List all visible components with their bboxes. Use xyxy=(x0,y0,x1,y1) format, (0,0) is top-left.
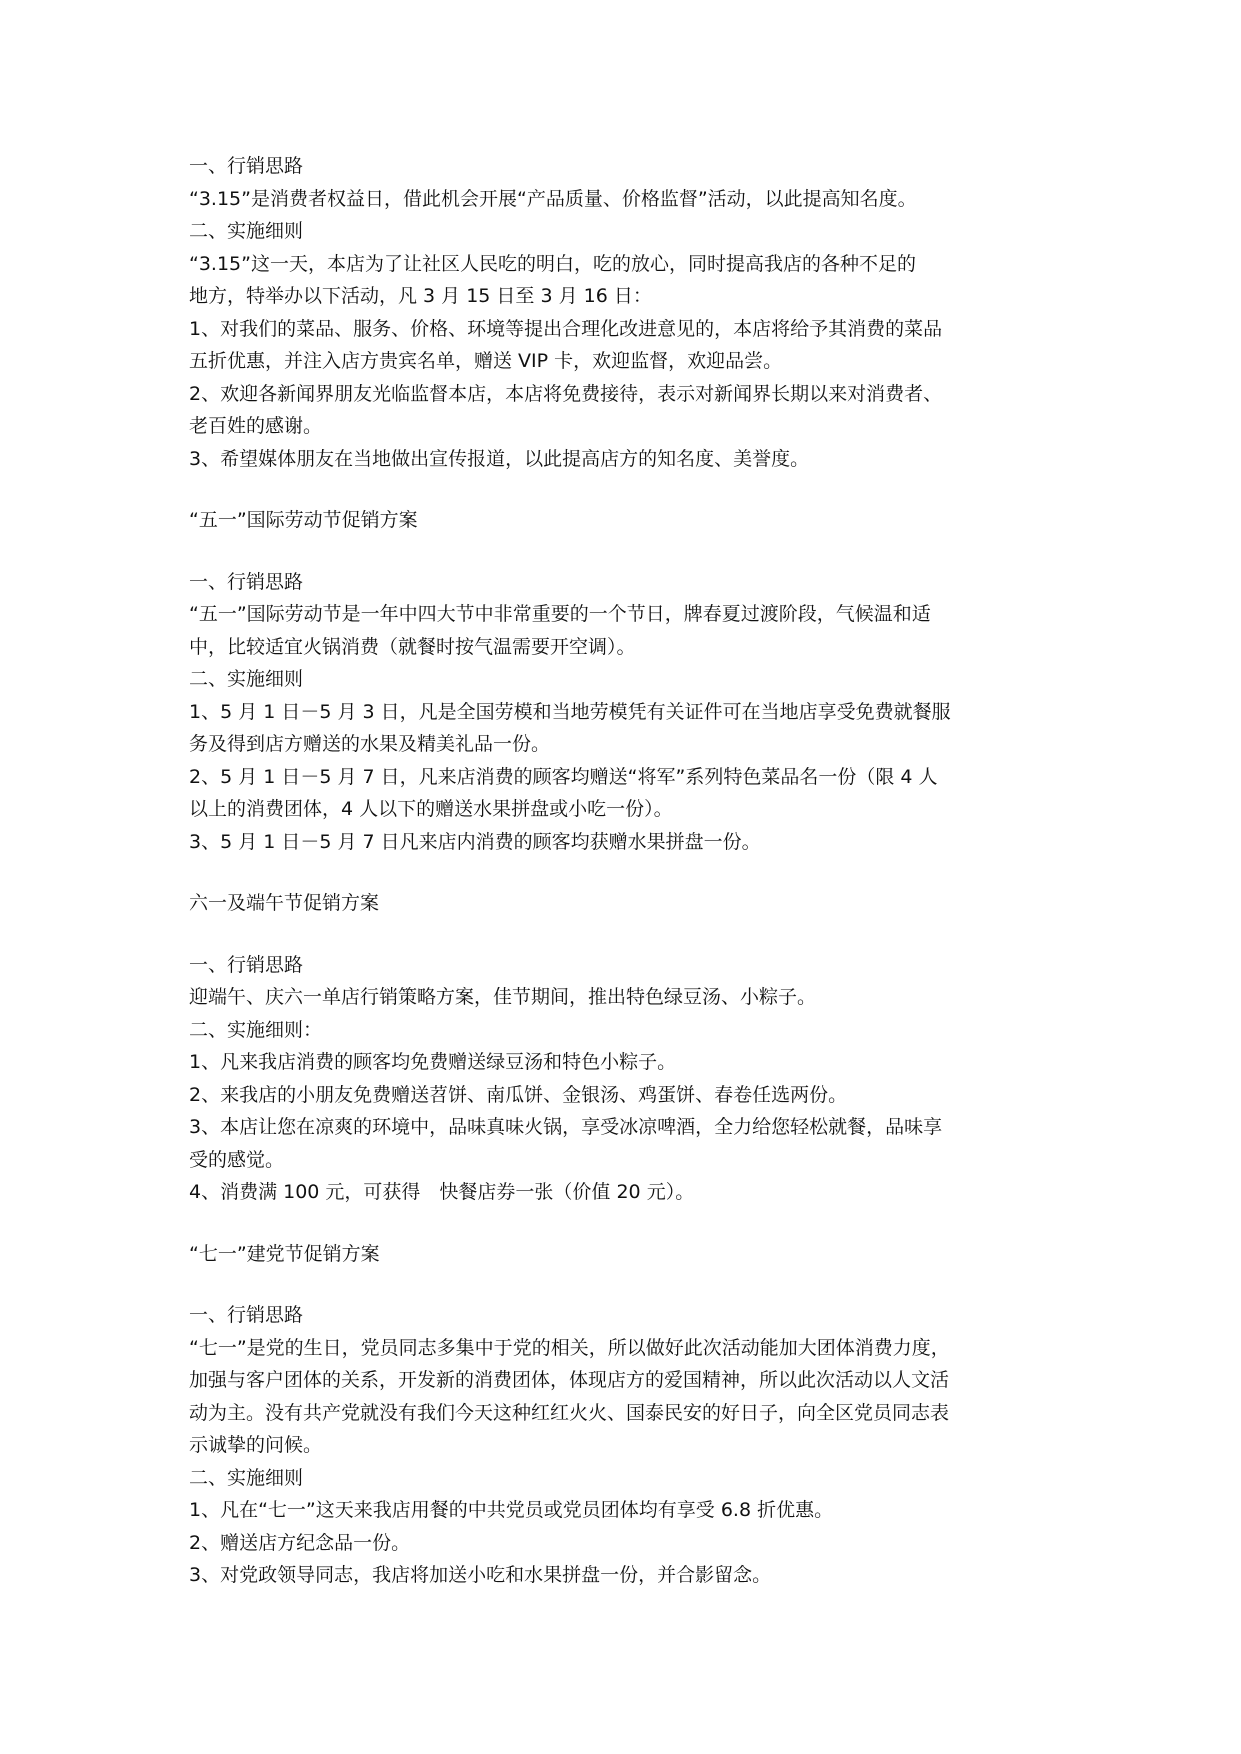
text-line: 2、欢迎各新闻界朋友光临监督本店，本店将免费接待，表示对新闻界长期以来对消费者、 xyxy=(189,382,943,405)
section-title: 六一及端午节促销方案 xyxy=(189,892,380,914)
text-line: 受的感觉。 xyxy=(189,1148,285,1171)
text-line: 示诚挚的问候。 xyxy=(189,1434,323,1456)
text-line: 五折优惠，并注入店方贵宾名单，赠送 VIP 卡，欢迎监督，欢迎品尝。 xyxy=(189,350,783,372)
text-line: 3、5 月 1 日－5 月 7 日凡来店内消费的顾客均获赠水果拼盘一份。 xyxy=(189,830,761,853)
text-line: 1、对我们的菜品、服务、价格、环境等提出合理化改进意见的，本店将给予其消费的菜品 xyxy=(189,317,943,340)
text-line: 二、实施细则 xyxy=(189,668,304,690)
section-title: “五一”国际劳动节促销方案 xyxy=(189,509,418,531)
text-line: 迎端午、庆六一单店行销策略方案，佳节期间，推出特色绿豆汤、小粽子。 xyxy=(189,986,817,1008)
text-line: 2、5 月 1 日－5 月 7 日，凡来店消费的顾客均赠送“将军”系列特色菜品名一份（限 4 人 xyxy=(189,765,938,788)
section-gap xyxy=(189,858,1069,887)
text-line: 二、实施细则 xyxy=(189,1466,304,1489)
text-line: 3、对党政领导同志，我店将加送小吃和水果拼盘一份，并合影留念。 xyxy=(189,1564,772,1586)
text-line: 1、5 月 1 日－5 月 3 日，凡是全国劳模和当地劳模凭有关证件可在当地店享受免费就餐服 xyxy=(189,700,951,723)
text-line: “七一”是党的生日，党员同志多集中于党的相关，所以做好此次活动能加大团体消费力度， xyxy=(189,1336,950,1359)
text-line: 1、凡来我店消费的顾客均免费赠送绿豆汤和特色小粽子。 xyxy=(189,1051,677,1073)
section-gap xyxy=(189,920,1069,949)
text-line: 2、赠送店方纪念品一份。 xyxy=(189,1531,411,1554)
text-line: 动为主。没有共产党就没有我们今天这种红红火火、国泰民安的好日子，向全区党员同志表 xyxy=(189,1401,950,1424)
text-line: “五一”国际劳动节是一年中四大节中非常重要的一个节日，牌春夏过渡阶段，气候温和适 xyxy=(189,603,931,625)
text-line: 1、凡在“七一”这天来我店用餐的中共党员或党员团体均有享受 6.8 折优惠。 xyxy=(189,1499,834,1521)
section-title: “七一”建党节促销方案 xyxy=(189,1242,380,1265)
text-line: 二、实施细则： xyxy=(189,1018,323,1041)
text-line: 4、消费满 100 元，可获得 快餐店券一张（价值 20 元）。 xyxy=(189,1181,695,1203)
section-gap xyxy=(189,1209,1069,1238)
text-line: “3.15”是消费者权益日，借此机会开展“产品质量、价格监督”活动，以此提高知名度。 xyxy=(189,187,917,210)
section-gap xyxy=(189,1270,1069,1299)
text-line: 一、行销思路 xyxy=(189,155,304,177)
text-line: 中，比较适宜火锅消费（就餐时按气温需要开空调）。 xyxy=(189,635,636,658)
text-line: 3、本店让您在凉爽的环境中，品味真味火锅，享受冰凉啤酒，全力给您轻松就餐，品味享 xyxy=(189,1116,943,1138)
text-line: 务及得到店方赠送的水果及精美礼品一份。 xyxy=(189,733,551,755)
text-line: 一、行销思路 xyxy=(189,570,304,593)
text-line: 一、行销思路 xyxy=(189,1304,304,1326)
text-line: 3、希望媒体朋友在当地做出宣传报道，以此提高店方的知名度、美誉度。 xyxy=(189,447,810,470)
text-line: 地方，特举办以下活动，凡 3 月 15 日至 3 月 16 日： xyxy=(189,285,652,307)
section-gap xyxy=(189,475,1069,504)
document-page xyxy=(189,150,1069,1592)
text-line: 一、行销思路 xyxy=(189,953,304,976)
text-line: 老百姓的感谢。 xyxy=(189,415,323,437)
text-line: “3.15”这一天，本店为了让社区人民吃的明白，吃的放心，同时提高我店的各种不足的 xyxy=(189,252,916,275)
section-gap xyxy=(189,537,1069,566)
text-line: 以上的消费团体，4 人以下的赠送水果拼盘或小吃一份）。 xyxy=(189,798,673,820)
text-line: 二、实施细则 xyxy=(189,220,304,242)
text-line: 2、来我店的小朋友免费赠送苕饼、南瓜饼、金银汤、鸡蛋饼、春卷任选两份。 xyxy=(189,1083,848,1106)
text-line: 加强与客户团体的关系，开发新的消费团体，体现店方的爱国精神，所以此次活动以人文活 xyxy=(189,1369,950,1391)
